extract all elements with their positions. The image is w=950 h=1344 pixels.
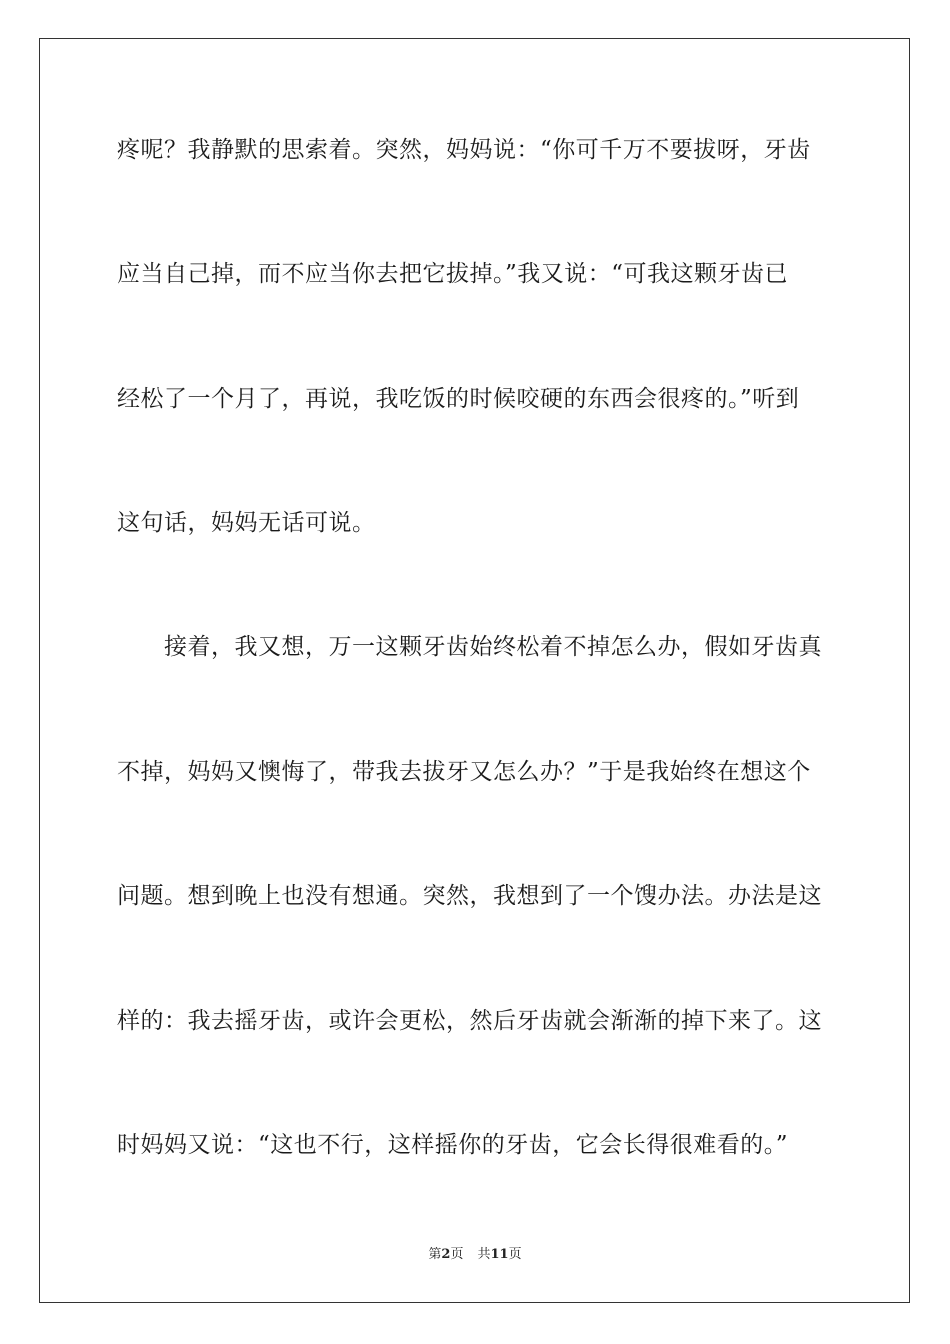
page-footer bbox=[0, 1246, 950, 1264]
page-number: 2 bbox=[441, 1247, 451, 1262]
body-text-line: 问题。想到晚上也没有想通。突然，我想到了一个馊办法。办法是这 bbox=[117, 883, 822, 909]
body-text-line: 这句话，妈妈无话可说。 bbox=[117, 510, 376, 536]
body-text-line: 不掉，妈妈又懊悔了，带我去拔牙又怎么办？”于是我始终在想这个 bbox=[117, 759, 811, 785]
body-text-line: 应当自己掉，而不应当你去把它拔掉。”我又说：“可我这颗牙齿已 bbox=[117, 261, 789, 287]
total-pages: 11 bbox=[490, 1247, 509, 1262]
body-text-line: 疼呢？我静默的思索着。突然，妈妈说：“你可千万不要拔呀，牙齿 bbox=[117, 137, 811, 163]
total-suffix: 页 bbox=[508, 1247, 522, 1262]
page-border bbox=[39, 38, 910, 1303]
total-prefix: 共 bbox=[477, 1247, 491, 1262]
paragraph-first-line: 接着，我又想，万一这颗牙齿始终松着不掉怎么办，假如牙齿真 bbox=[164, 634, 822, 660]
body-text-line: 样的：我去摇牙齿，或许会更松，然后牙齿就会渐渐的掉下来了。这 bbox=[117, 1008, 822, 1034]
page-prefix: 第 bbox=[428, 1247, 442, 1262]
body-text-line: 经松了一个月了，再说，我吃饭的时候咬硬的东西会很疼的。”听到 bbox=[117, 386, 800, 412]
body-text-line: 时妈妈又说：“这也不行，这样摇你的牙齿，它会长得很难看的。” bbox=[117, 1132, 789, 1158]
page-suffix: 页 bbox=[450, 1247, 464, 1262]
